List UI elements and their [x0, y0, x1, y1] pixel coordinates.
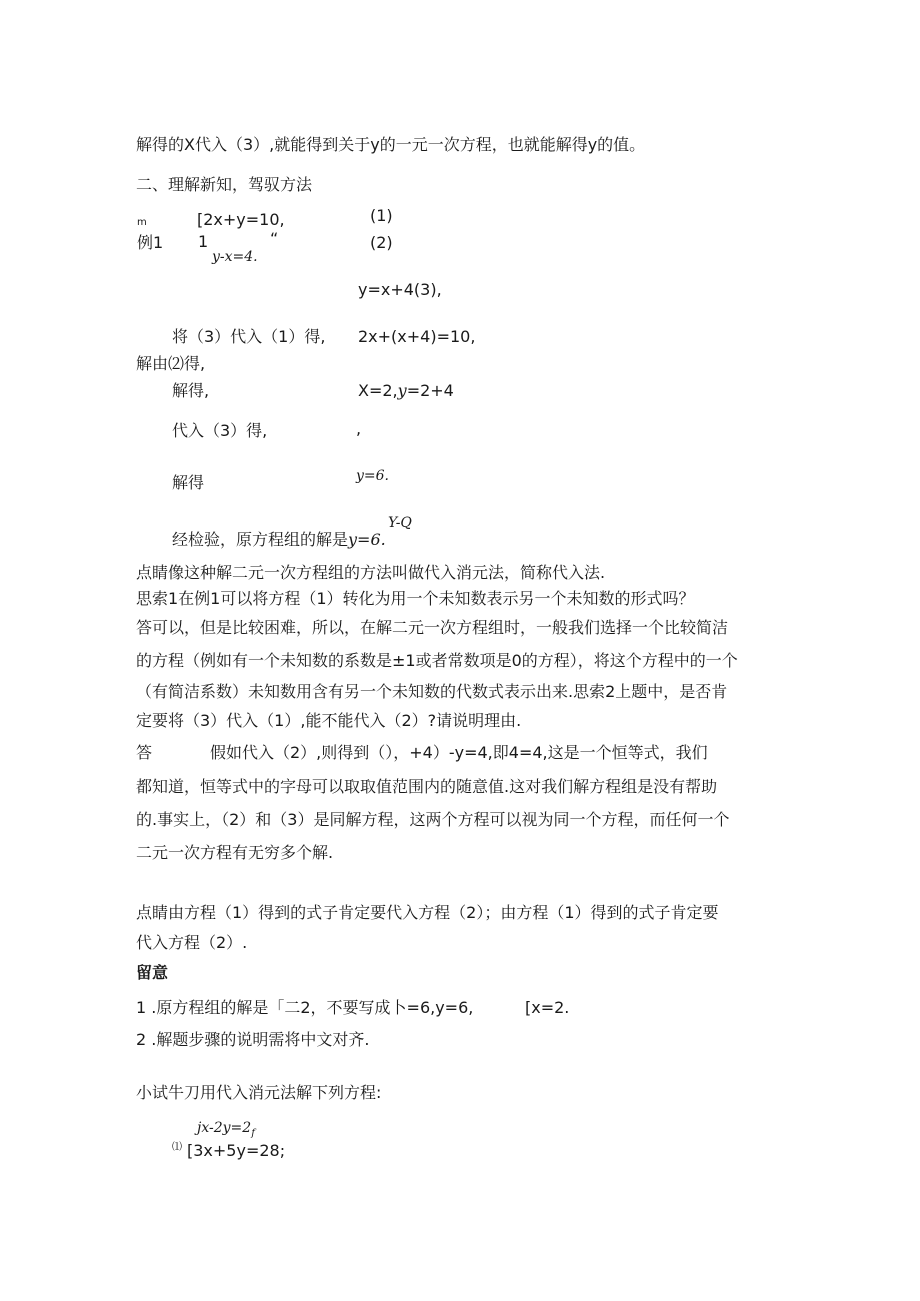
- step-substitute-3b: 代入（3）得,: [172, 421, 268, 440]
- note-title: 留意: [136, 963, 169, 982]
- example-mark: m: [137, 217, 147, 228]
- practice-equation-1: [197, 1118, 255, 1140]
- step-equation-3: y=x+4(3),: [358, 280, 442, 299]
- paragraph-line: 点睛像这种解二元一次方程组的方法叫做代入消元法，简称代入法.: [136, 563, 606, 582]
- check-text: 经检验，原方程组的解是: [172, 530, 349, 549]
- practice-equation-1-sub: f: [251, 1127, 255, 1139]
- step-substitute-3: 将（3）代入（1）得,: [172, 327, 326, 346]
- intro-line: 解得的X代入（3）,就能得到关于y的一元一次方程，也就能解得y的值。: [136, 135, 646, 154]
- check-yq: Y-Q: [388, 515, 412, 531]
- paragraph-line: 都知道，恒等式中的字母可以取取值范围内的随意值.这对我们解方程组是没有帮助: [136, 777, 718, 796]
- y-expression: =2+4: [406, 381, 454, 400]
- note-item-1-tail: [x=2.: [525, 998, 570, 1017]
- paragraph-line: 二元一次方程有无穷多个解.: [136, 843, 334, 862]
- note-item-2: 2 .解题步骤的说明需将中文对齐.: [136, 1030, 370, 1049]
- practice-equation-2: [3x+5y=28;: [187, 1141, 286, 1160]
- step-x-value: [358, 381, 454, 401]
- quote-mark: “: [270, 229, 279, 248]
- practice-number: ⑴: [172, 1142, 182, 1153]
- equation-number-1: (1): [370, 206, 393, 225]
- paragraph-line: 定要将（3）代入（1）,能不能代入（2）?请说明理由.: [136, 711, 522, 730]
- step-substituted-equation: 2x+(x+4)=10,: [358, 327, 476, 346]
- step-comma: ,: [356, 419, 362, 438]
- step-y-value: y=6.: [356, 468, 389, 484]
- paragraph-line: 代入方程（2）.: [136, 933, 248, 952]
- paragraph-line: 的方程（例如有一个未知数的系数是±1或者常数项是0的方程），将这个方程中的一个: [136, 651, 738, 670]
- step-solve: 解得,: [172, 381, 210, 400]
- paragraph-line: 思索1在例1可以将方程（1）转化为用一个未知数表示另一个未知数的形式吗？: [136, 589, 695, 608]
- equation-number-2: (2): [370, 233, 393, 252]
- paragraph-line: 的.事实上，（2）和（3）是同解方程，这两个方程可以视为同一个方程，而任何一个: [136, 810, 730, 829]
- paragraph-line: （有简洁系数）未知数用含有另一个未知数的代数式表示出来.思索2上题中，是否肯: [136, 682, 728, 701]
- note-item-1: 1 .原方程组的解是「二2，不要写成卜=6,y=6,: [136, 998, 474, 1017]
- section-heading: 二、理解新知，驾驭方法: [136, 175, 313, 194]
- step-from-2: 解由⑵得,: [136, 354, 206, 373]
- example-equation-1: [2x+y=10,: [197, 210, 285, 229]
- answer-label: 答: [136, 743, 153, 762]
- check-line: [172, 530, 386, 550]
- paragraph-line: 答可以，但是比较困难，所以，在解二元一次方程组时，一般我们选择一个比较简洁: [136, 618, 729, 637]
- x-value: X=2,: [358, 381, 398, 400]
- y-variable: y: [397, 381, 407, 400]
- step-solve-2: 解得: [172, 473, 205, 492]
- practice-title: 小试牛刀用代入消元法解下列方程:: [136, 1083, 382, 1102]
- example-label: 例1: [137, 233, 164, 252]
- practice-equation-1-main: jx-2y=2: [197, 1120, 252, 1136]
- paragraph-line: 点睛由方程（1）得到的式子肯定要代入方程（2）；由方程（1）得到的式子肯定要: [136, 903, 719, 922]
- example-equation-2: y-x=4.: [212, 249, 258, 265]
- paragraph-line: 假如代入（2）,则得到（），+4）-y=4,即4=4,这是一个恒等式，我们: [210, 743, 708, 762]
- brace-fragment: 1: [198, 232, 209, 251]
- check-y: y=6.: [348, 530, 386, 549]
